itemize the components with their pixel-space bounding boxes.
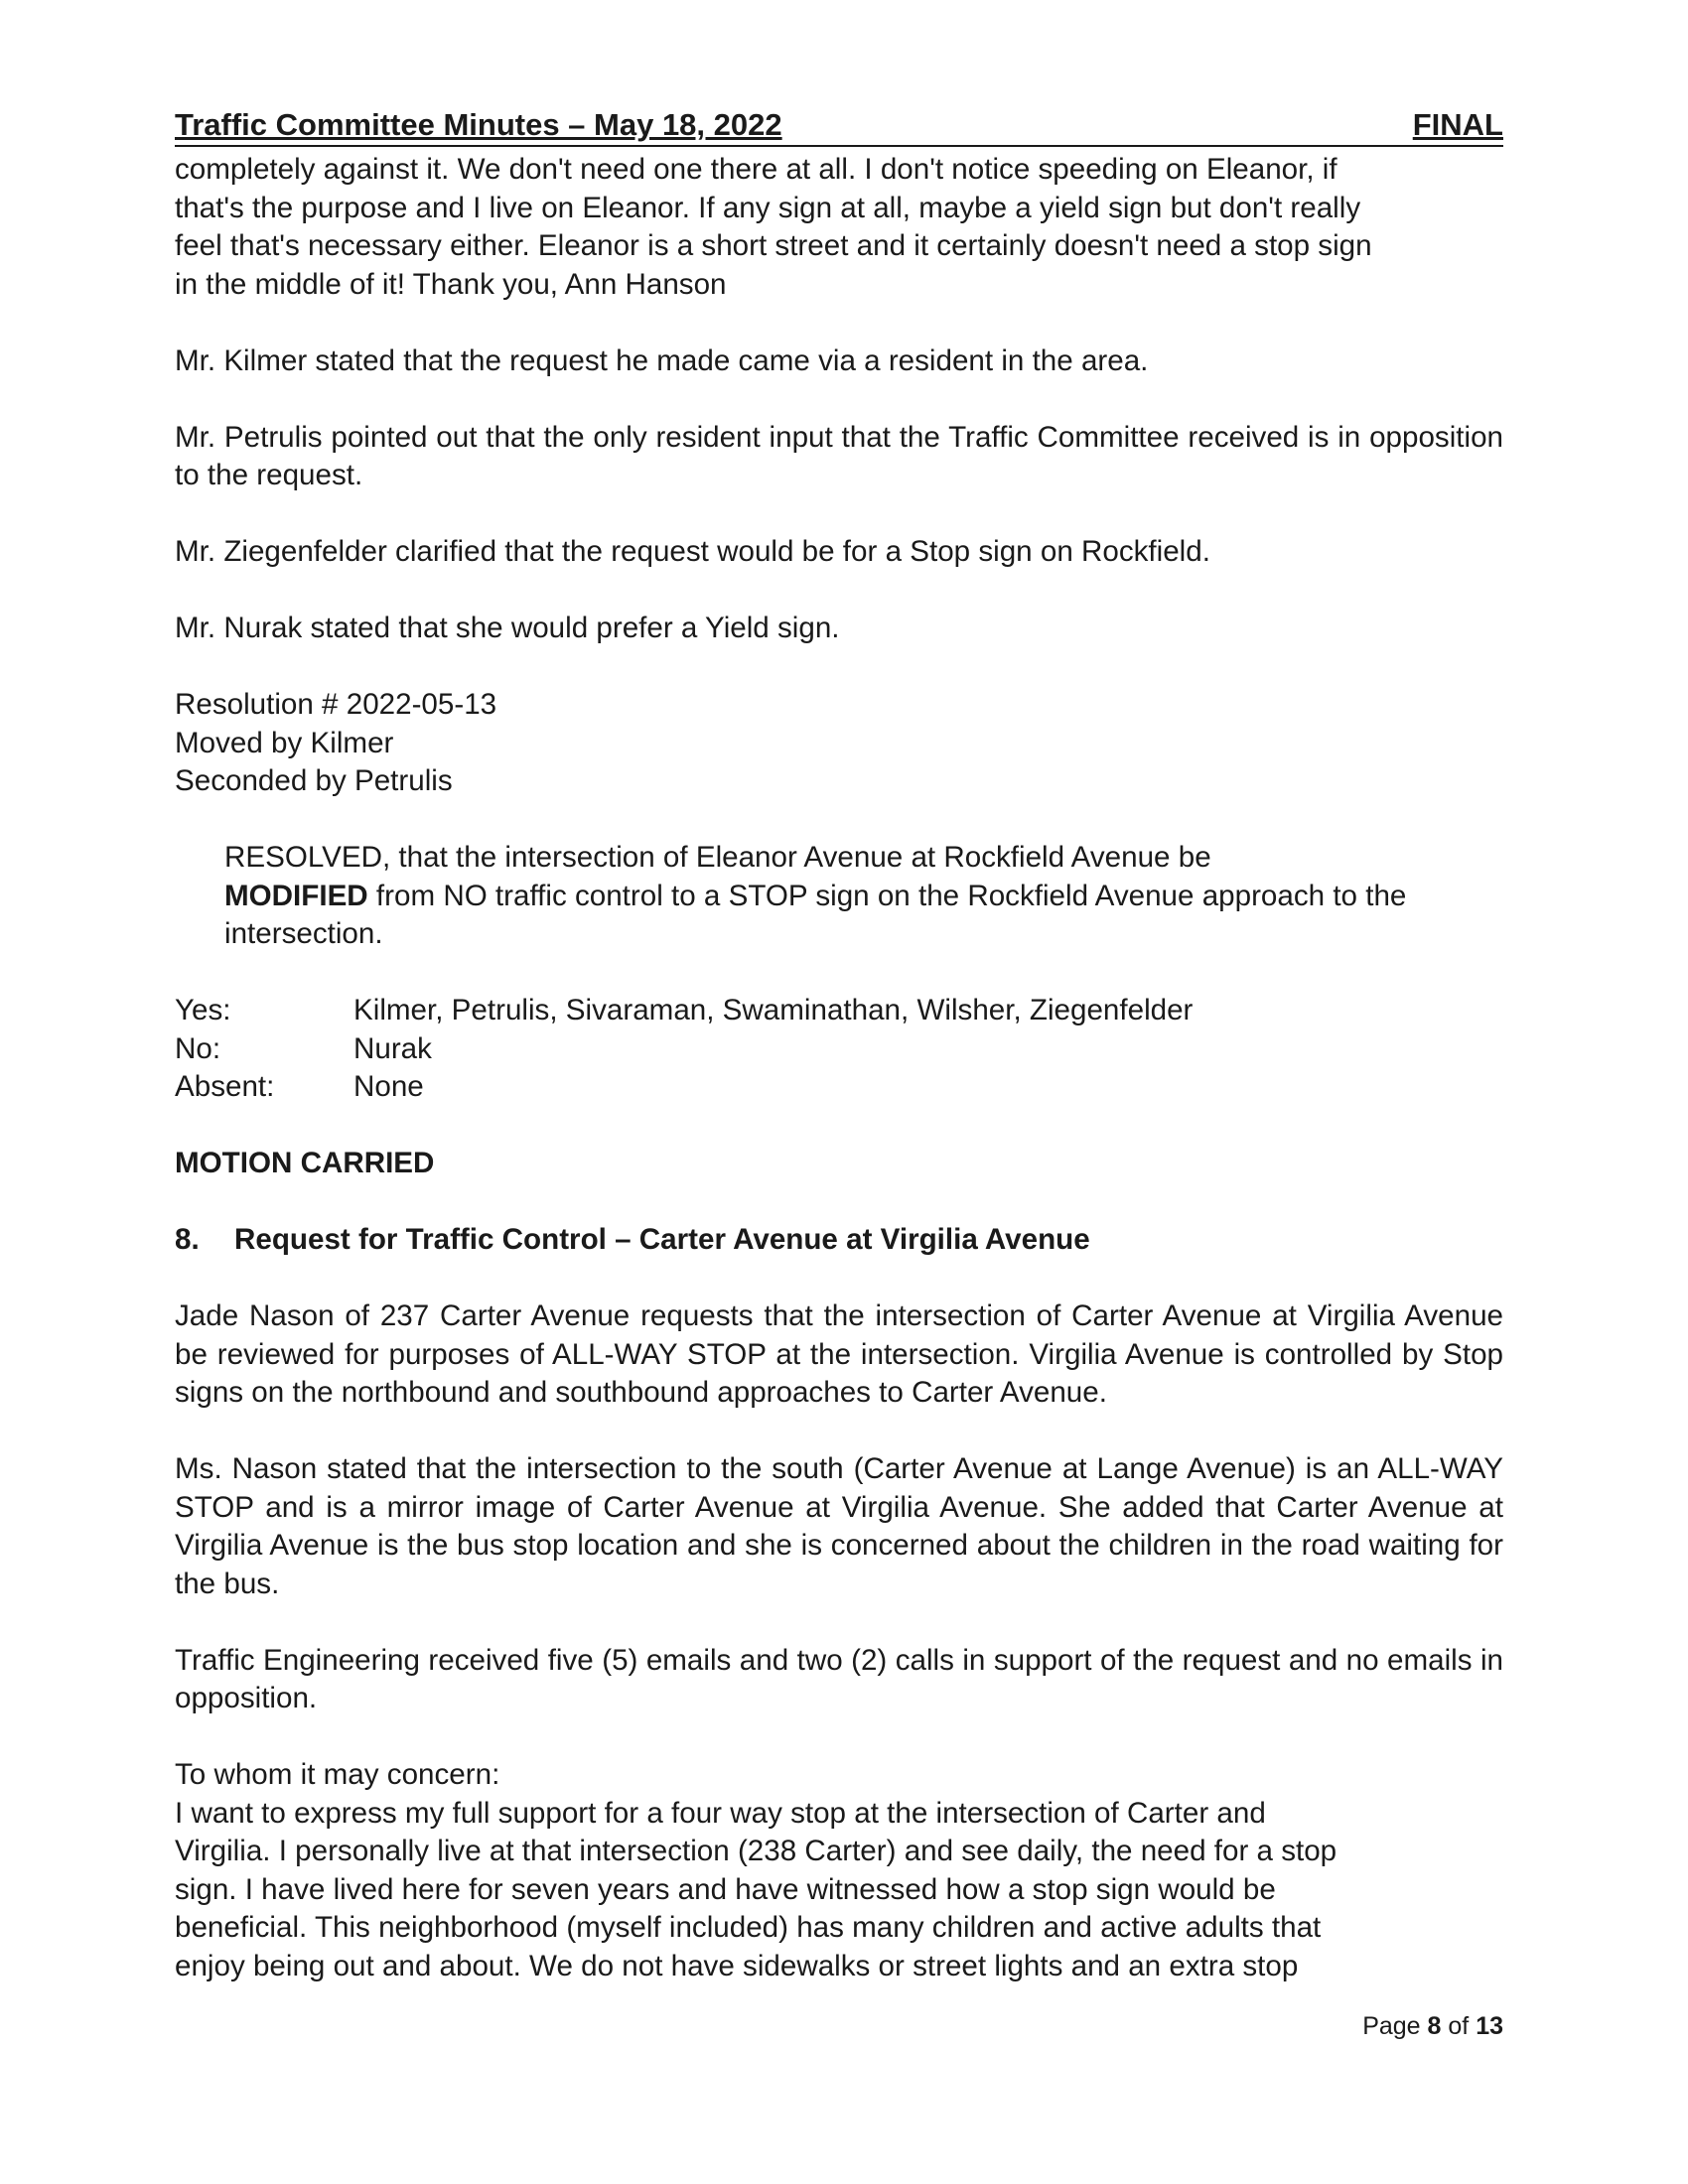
vote-absent-names: None xyxy=(353,1070,424,1103)
page-prefix: Page xyxy=(1362,2012,1428,2040)
resolution-text-after: from NO traffic control to a STOP sign on the Rockfield Avenue approach to the intersection. xyxy=(224,879,1407,950)
letter-line: I want to express my full support for a four way stop at the intersection of Carter and xyxy=(175,1796,1266,1830)
header-status: FINAL xyxy=(1412,107,1503,142)
page-current: 8 xyxy=(1427,2012,1442,2040)
letter-line: in the middle of it! Thank you, Ann Hanson xyxy=(175,267,727,301)
letter-line: that's the purpose and I live on Eleanor. If any sign at all, maybe a yield sign but don't really xyxy=(175,191,1361,224)
resolution-header xyxy=(175,686,1503,801)
section-paragraph: Ms. Nason stated that the intersection to the south (Carter Avenue at Lange Avenue) is an ALL-WAY STOP and is a mirror image of Carter Avenue at Virgilia Avenue. She added that Carter Avenue at Virgilia Avenue is the bus stop location and she is concerned about the children in the road waiting for the bus. xyxy=(175,1452,1503,1600)
resolution-moved: Moved by Kilmer xyxy=(175,726,394,759)
resolution-text xyxy=(175,839,1503,954)
resolution-seconded: Seconded by Petrulis xyxy=(175,764,453,797)
petrulis-statement: Mr. Petrulis pointed out that the only resident input that the Traffic Committee received is in opposition to the request. xyxy=(175,420,1503,491)
resolution-number: Resolution # 2022-05-13 xyxy=(175,688,497,721)
document-page xyxy=(175,107,1503,1985)
resolution-text-bold: MODIFIED xyxy=(224,879,368,912)
vote-no-names: Nurak xyxy=(353,1031,432,1065)
page-total: 13 xyxy=(1476,2012,1503,2040)
vote-table xyxy=(175,992,1503,1107)
section-number: 8. xyxy=(175,1223,200,1256)
section-heading xyxy=(175,1221,1503,1260)
nurak-statement: Mr. Nurak stated that she would prefer a Yield sign. xyxy=(175,612,840,644)
vote-absent-label: Absent: xyxy=(175,1070,275,1103)
section-title: Request for Traffic Control – Carter Avenue at Virgilia Avenue xyxy=(234,1223,1090,1256)
section-paragraph: Traffic Engineering received five (5) emails and two (2) calls in support of the request and no emails in opposition. xyxy=(175,1643,1503,1714)
page-number xyxy=(1362,2011,1503,2041)
letter-line: sign. I have lived here for seven years and have witnessed how a stop sign would be xyxy=(175,1872,1276,1906)
kilmer-statement: Mr. Kilmer stated that the request he made came via a resident in the area. xyxy=(175,343,1149,377)
vote-yes-names: Kilmer, Petrulis, Sivaraman, Swaminathan, Wilsher, Ziegenfelder xyxy=(353,994,1194,1026)
letter-line: completely against it. We don't need one there at all. I don't notice speeding on Eleanor, if xyxy=(175,153,1337,186)
vote-no-label: No: xyxy=(175,1031,221,1065)
ziegenfelder-statement: Mr. Ziegenfelder clarified that the request would be for a Stop sign on Rockfield. xyxy=(175,535,1210,568)
letter-line: Virgilia. I personally live at that intersection (238 Carter) and see daily, the need for a stop xyxy=(175,1835,1337,1867)
letter-greeting: To whom it may concern: xyxy=(175,1758,500,1791)
motion-result: MOTION CARRIED xyxy=(175,1147,435,1179)
letter-continuation xyxy=(175,151,1503,304)
page-header xyxy=(175,107,1503,147)
letter-line: beneficial. This neighborhood (myself included) has many children and active adults that xyxy=(175,1911,1322,1944)
section-paragraph: Jade Nason of 237 Carter Avenue requests that the intersection of Carter Avenue at Virgilia Avenue be reviewed for purposes of ALL-WAY STOP at the intersection. Virgilia Avenue is controlled by Stop signs on the northbound and southbound approaches to Carter Avenue. xyxy=(175,1299,1503,1409)
support-letter xyxy=(175,1756,1503,1985)
vote-yes-label: Yes: xyxy=(175,994,231,1026)
page-middle: of xyxy=(1441,2012,1477,2040)
letter-line: enjoy being out and about. We do not have sidewalks or street lights and an extra stop xyxy=(175,1949,1299,1982)
header-title: Traffic Committee Minutes – May 18, 2022 xyxy=(175,107,782,142)
letter-line: feel that's necessary either. Eleanor is a short street and it certainly doesn't need a stop sign xyxy=(175,229,1372,262)
resolution-text-before: RESOLVED, that the intersection of Eleanor Avenue at Rockfield Avenue be xyxy=(224,841,1211,874)
